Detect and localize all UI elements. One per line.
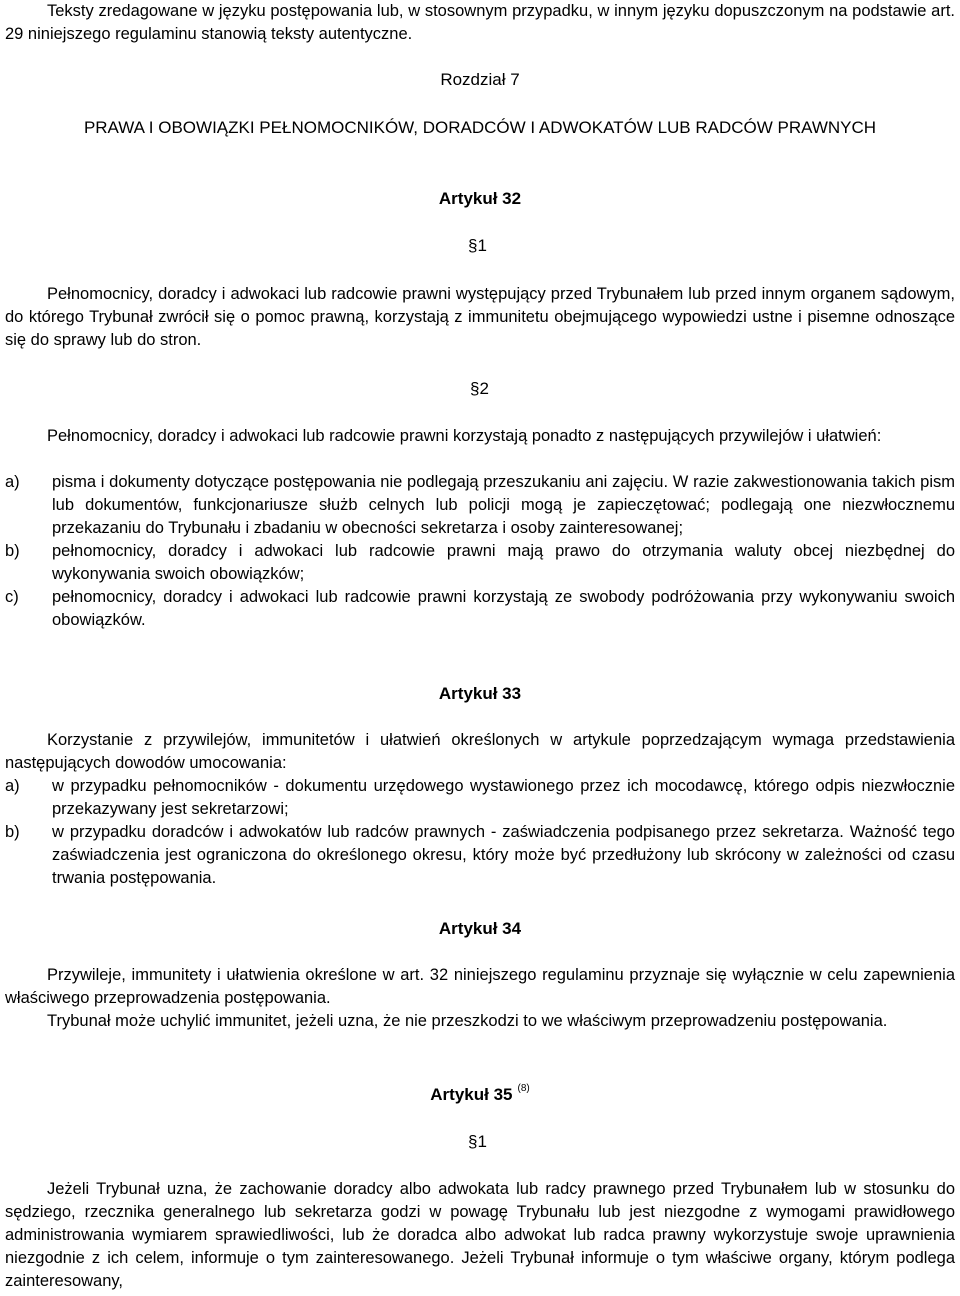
section-number: 1: [477, 1132, 487, 1151]
list-item-label: c): [5, 588, 19, 606]
art32-section2-text: Pełnomocnicy, doradcy i adwokaci lub radcowie prawni korzystają ponadto z następujących przywilejów i ułatwień:: [47, 427, 882, 445]
art33-list: [5, 775, 955, 890]
section-1-marker: [468, 1130, 487, 1153]
section-sign: §: [470, 379, 480, 398]
art35-section1-text: Jeżeli Trybunał uzna, że zachowanie doradcy albo adwokata lub radcy prawnego przed Trybunałem lub w stosunku do sędziego, rzecznika generalnego lub sekretarza godzi w powagę Trybunału lub jest niezgodne z wymogami prawidłowego administrowania wymiarem sprawiedliwości, lub że doradca albo adwokat lub radca prawny wykorzystuje swoje uprawnienia niezgodnie z ich celem, informuje o tym zainteresowanego. Jeżeli Trybunał informuje o tym właściwe organy, którym podlega zainteresowany,: [5, 1180, 955, 1290]
section-sign: §: [468, 1132, 478, 1151]
list-item-text: w przypadku doradców i adwokatów lub radców prawnych - zaświadczenia podpisanego przez sekretarza. Ważność tego zaświadczenia jest ograniczona do określonego okresu, który może być przedłużony lub skrócony w zależności od czasu trwania postępowania.: [52, 823, 955, 887]
section-number: 2: [479, 379, 489, 398]
list-item-label: a): [5, 777, 20, 795]
article-35-heading: [0, 1083, 960, 1106]
list-item: [5, 471, 955, 540]
section-number: 1: [477, 236, 487, 255]
article-34-heading: Artykuł 34: [438, 919, 522, 938]
section-2-marker: [470, 377, 489, 400]
list-item-text: pisma i dokumenty dotyczące postępowania nie podlegają przeszukaniu ani zajęciu. W razie zakwestionowania takich pism lub dokumentów, funkcjonariusze służb celnych lub policji mogą je zapieczętować; podlegają one niezwłocznemu przekazaniu do Trybunału i zbadaniu w obecności sekretarza i osoby zainteresowanej;: [52, 473, 955, 537]
art34-paragraph-1: Przywileje, immunitety i ułatwienia określone w art. 32 niniejszego regulaminu przyznaje się wyłącznie w celu zapewnienia właściwego przeprowadzenia postępowania.: [5, 966, 955, 1007]
list-item-text: w przypadku pełnomocników - dokumentu urzędowego wystawionego przez ich mocodawcę, którego odpis niezwłocznie przekazywany jest sekretarzowi;: [52, 777, 955, 818]
list-item: [5, 821, 955, 890]
list-item: [5, 586, 955, 632]
section-sign: §: [468, 236, 478, 255]
list-item-text: pełnomocnicy, doradcy i adwokaci lub radcowie prawni korzystają ze swobody podróżowania przy wykonywaniu swoich obowiązków.: [52, 588, 955, 629]
list-item-label: a): [5, 473, 20, 491]
article-32-heading: Artykuł 32: [438, 189, 522, 208]
article-35-heading-text: Artykuł 35: [430, 1085, 513, 1104]
chapter-title: PRAWA I OBOWIĄZKI PEŁNOMOCNIKÓW, DORADCÓW I ADWOKATÓW LUB RADCÓW PRAWNYCH: [83, 118, 877, 137]
chapter-label: Rozdział 7: [440, 70, 520, 89]
list-item-label: b): [5, 823, 20, 841]
art32-list: [5, 471, 955, 632]
art34-paragraph-2: Trybunał może uchylić immunitet, jeżeli uzna, że nie przeszkodzi to we właściwym przeprowadzeniu postępowania.: [47, 1012, 888, 1030]
footnote-marker: (8): [517, 1083, 530, 1094]
list-item-label: b): [5, 542, 20, 560]
article-33-heading: Artykuł 33: [438, 684, 522, 703]
intro-paragraph: Teksty zredagowane w języku postępowania lub, w stosownym przypadku, w innym języku dopuszczonym na podstawie art. 29 niniejszego regulaminu stanowią teksty autentyczne.: [5, 2, 955, 43]
list-item: [5, 540, 955, 586]
list-item: [5, 775, 955, 821]
art33-intro: Korzystanie z przywilejów, immunitetów i ułatwień określonych w artykule poprzedzającym wymaga przedstawienia następujących dowodów umocowania:: [5, 731, 955, 772]
section-1-marker: [468, 234, 487, 257]
art32-section1-text: Pełnomocnicy, doradcy i adwokaci lub radcowie prawni występujący przed Trybunałem lub przed innym organem sądowym, do którego Trybunał zwrócił się o pomoc prawną, korzystają z immunitetu obejmującego wypowiedzi ustne i pisemne odnoszące się do sprawy lub do stron.: [5, 285, 955, 349]
list-item-text: pełnomocnicy, doradcy i adwokaci lub radcowie prawni mają prawo do otrzymania waluty obcej niezbędnej do wykonywania swoich obowiązków;: [52, 542, 955, 583]
